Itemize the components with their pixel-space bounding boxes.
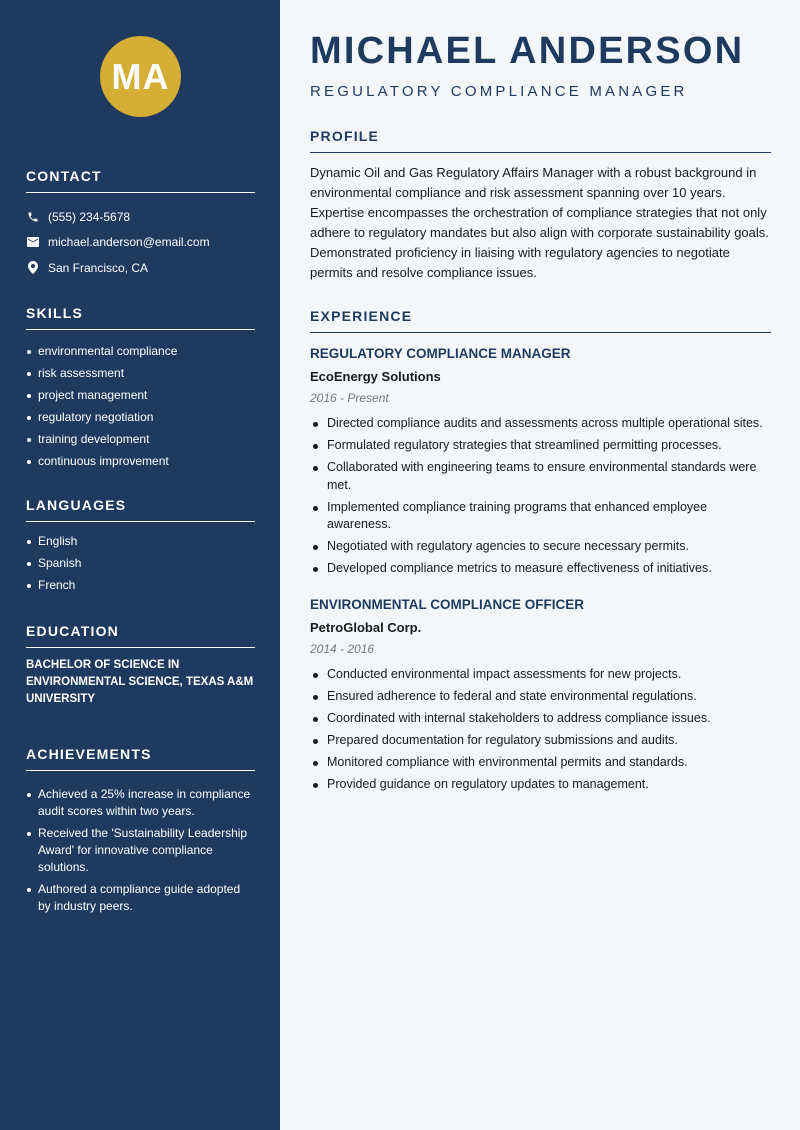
languages-list [26, 533, 255, 594]
achievement-item: Achieved a 25% increase in compliance audit scores within two years. [26, 786, 255, 820]
contact-email-text: michael.anderson@email.com [48, 235, 210, 250]
job-bullet: Coordinated with internal stakeholders to address compliance issues. [310, 710, 771, 728]
job-dates: 2014 - 2016 [310, 642, 375, 656]
job-bullet: Negotiated with regulatory agencies to secure necessary permits. [310, 538, 771, 556]
job-bullet: Prepared documentation for regulatory submissions and audits. [310, 732, 771, 750]
candidate-name: MICHAEL ANDERSON [310, 30, 745, 72]
job-bullet: Directed compliance audits and assessments across multiple operational sites. [310, 415, 771, 433]
skills-list [26, 343, 255, 470]
job-bullets [310, 666, 771, 794]
job-bullet: Ensured adherence to federal and state environmental regulations. [310, 688, 771, 706]
job-bullet: Conducted environmental impact assessments for new projects. [310, 666, 771, 684]
job-title: REGULATORY COMPLIANCE MANAGER [310, 346, 571, 361]
job-bullets [310, 415, 771, 578]
education-heading: EDUCATION [26, 623, 255, 648]
language-item: French [26, 577, 255, 594]
job-bullet: Formulated regulatory strategies that streamlined permitting processes. [310, 437, 771, 455]
job-entry [310, 346, 771, 583]
education-degree: BACHELOR OF SCIENCE IN ENVIRONMENTAL SCIENCE, TEXAS A&M UNIVERSITY [26, 659, 254, 705]
skill-item: continuous improvement [26, 453, 255, 470]
skill-item: risk assessment [26, 365, 255, 382]
contact-phone [26, 204, 255, 230]
candidate-title: REGULATORY COMPLIANCE MANAGER [310, 83, 688, 100]
skill-item: training development [26, 431, 255, 448]
profile-heading: PROFILE [310, 128, 771, 153]
job-bullet: Collaborated with engineering teams to ensure environmental standards were met. [310, 459, 771, 494]
contact-section [26, 168, 255, 281]
achievement-item: Received the 'Sustainability Leadership Award' for innovative compliance solutions. [26, 825, 255, 876]
phone-icon [26, 210, 40, 224]
experience-heading: EXPERIENCE [310, 308, 771, 333]
skill-item: environmental compliance [26, 343, 255, 360]
contact-heading: CONTACT [26, 168, 255, 193]
education-section [26, 623, 255, 708]
job-entry [310, 597, 771, 799]
job-bullet: Implemented compliance training programs that enhanced employee awareness. [310, 499, 771, 534]
job-bullet: Provided guidance on regulatory updates to management. [310, 776, 771, 794]
contact-location-text: San Francisco, CA [48, 260, 149, 275]
achievement-item: Authored a compliance guide adopted by industry peers. [26, 881, 255, 915]
job-title: ENVIRONMENTAL COMPLIANCE OFFICER [310, 597, 585, 612]
email-icon [26, 235, 40, 249]
profile-text: Dynamic Oil and Gas Regulatory Affairs Manager with a robust background in environmental compliance and risk assessment spanning over 10 years. Expertise encompasses the orchestration of compliance strategies that not only adhere to regulatory mandates but also align with corporate sustainability goals. Demonstrated proficiency in liaising with regulatory agencies to negotiate permits and resolve compliance issues. [310, 165, 769, 280]
job-company: PetroGlobal Corp. [310, 620, 422, 635]
language-item: English [26, 533, 255, 550]
sidebar [0, 0, 280, 1130]
languages-heading: LANGUAGES [26, 497, 255, 522]
achievements-section [26, 746, 255, 915]
contact-location [26, 255, 255, 281]
language-item: Spanish [26, 555, 255, 572]
contact-phone-text: (555) 234-5678 [48, 209, 131, 224]
skills-section [26, 305, 255, 475]
job-bullet: Monitored compliance with environmental permits and standards. [310, 754, 771, 772]
avatar-initials: MA [100, 36, 181, 117]
skill-item: regulatory negotiation [26, 409, 255, 426]
languages-section [26, 497, 255, 599]
job-dates: 2016 - Present [310, 391, 389, 405]
job-company: EcoEnergy Solutions [310, 369, 441, 384]
location-icon [26, 261, 40, 275]
achievements-heading: ACHIEVEMENTS [26, 746, 255, 771]
skill-item: project management [26, 387, 255, 404]
achievements-list [26, 786, 255, 915]
job-bullet: Developed compliance metrics to measure effectiveness of initiatives. [310, 560, 771, 578]
skills-heading: SKILLS [26, 305, 255, 330]
contact-email [26, 230, 255, 256]
